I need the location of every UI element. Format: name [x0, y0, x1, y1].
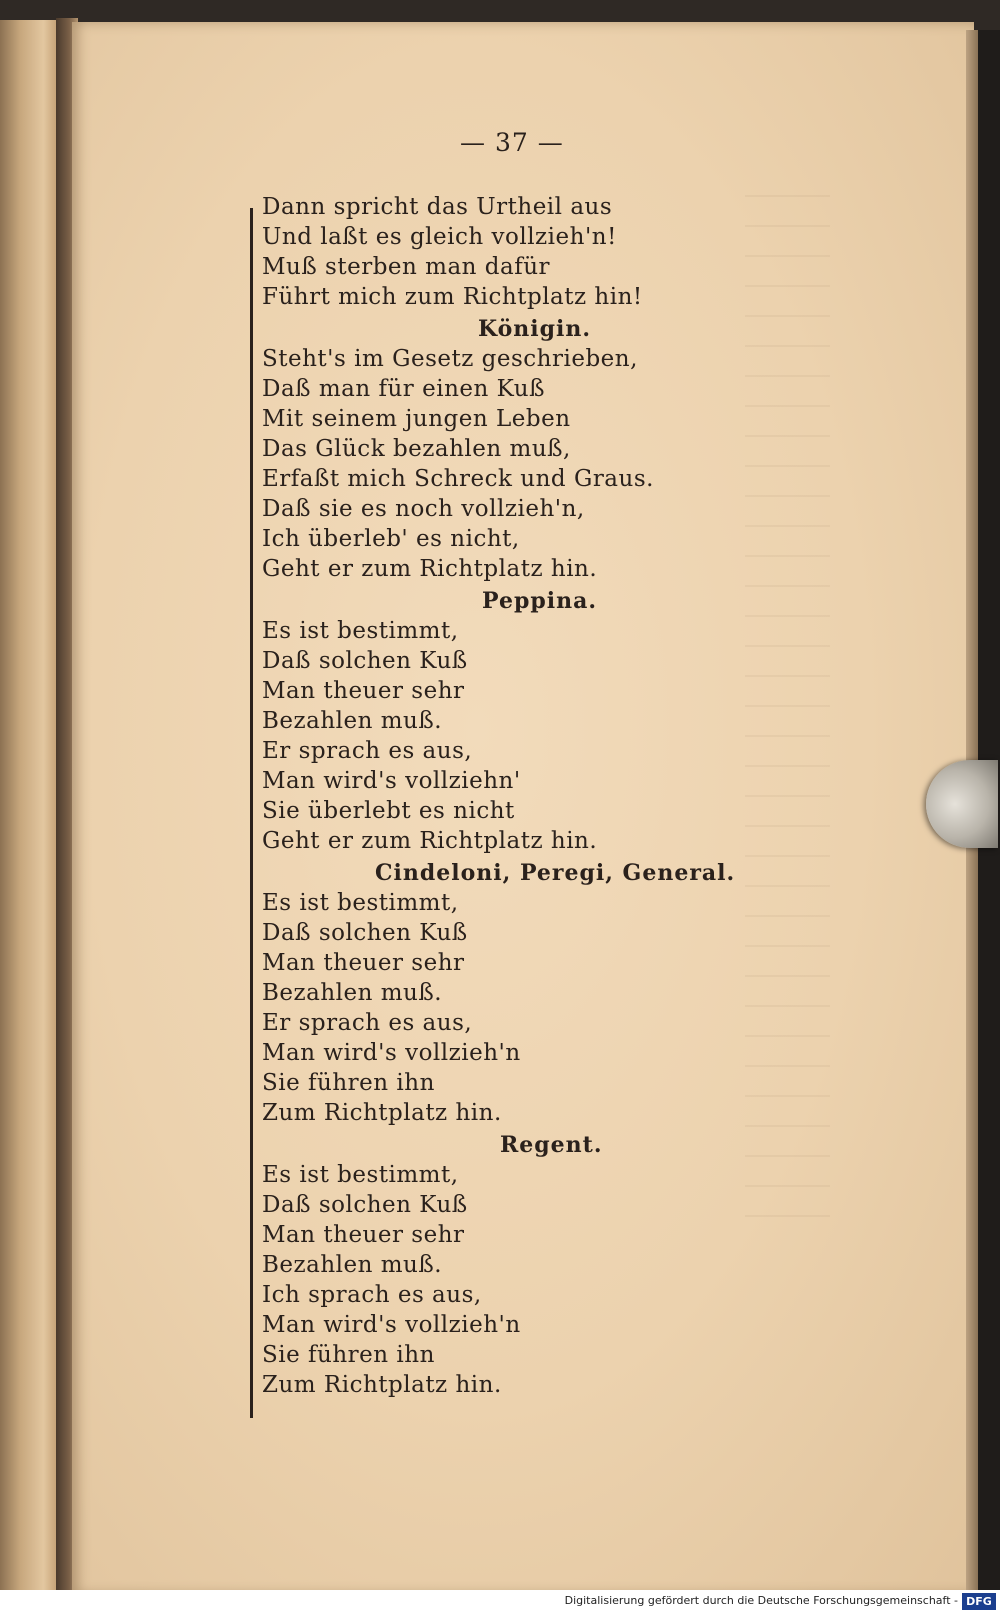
page-number: — 37 —	[460, 128, 564, 157]
verse-line: Man wird's vollziehn'	[262, 768, 521, 794]
speaker-name: Königin.	[478, 316, 592, 342]
verse-line: Sie führen ihn	[262, 1342, 435, 1368]
verse-line: Bezahlen muß.	[262, 980, 443, 1006]
verse-line: Zum Richtplatz hin.	[262, 1100, 502, 1126]
verse-line: Daß man für einen Kuß	[262, 376, 545, 402]
verse-line: Man wird's vollzieh'n	[262, 1040, 521, 1066]
verse-line: Und laßt es gleich vollzieh'n!	[262, 224, 617, 250]
verse-line: Es ist bestimmt,	[262, 618, 459, 644]
verse-line: Zum Richtplatz hin.	[262, 1372, 502, 1398]
verse-line: Dann spricht das Urtheil aus	[262, 194, 613, 220]
verse-line: Er sprach es aus,	[262, 1010, 473, 1036]
verse-line: Das Glück bezahlen muß,	[262, 436, 571, 462]
verse-line: Erfaßt mich Schreck und Graus.	[262, 466, 654, 492]
verse-line: Muß sterben man dafür	[262, 254, 551, 280]
verse-line: Daß solchen Kuß	[262, 1192, 468, 1218]
verse-line: Steht's im Gesetz geschrieben,	[262, 346, 638, 372]
verse-line: Daß solchen Kuß	[262, 648, 468, 674]
verse-line: Mit seinem jungen Leben	[262, 406, 571, 432]
verse-line: Man theuer sehr	[262, 1222, 465, 1248]
verse-line: Geht er zum Richtplatz hin.	[262, 556, 598, 582]
verse-line: Es ist bestimmt,	[262, 1162, 459, 1188]
dfg-logo: DFG	[962, 1593, 996, 1610]
verse-line: Sie überlebt es nicht	[262, 798, 515, 824]
verse-line: Bezahlen muß.	[262, 1252, 443, 1278]
verse-line: Man wird's vollzieh'n	[262, 1312, 521, 1338]
verse-line: Er sprach es aus,	[262, 738, 473, 764]
verse-line: Man theuer sehr	[262, 950, 465, 976]
verse-line: Daß sie es noch vollzieh'n,	[262, 496, 585, 522]
vertical-rule	[250, 208, 253, 1418]
footer-bar	[0, 1590, 1000, 1614]
speaker-name: Regent.	[500, 1132, 603, 1158]
show-through-text	[745, 195, 830, 1235]
left-page-edge	[0, 20, 58, 1590]
verse-line: Daß solchen Kuß	[262, 920, 468, 946]
footer-credit: Digitalisierung gefördert durch die Deutsche Forschungsgemeinschaft -	[564, 1594, 958, 1607]
verse-line: Sie führen ihn	[262, 1070, 435, 1096]
verse-line: Es ist bestimmt,	[262, 890, 459, 916]
verse-line: Ich sprach es aus,	[262, 1282, 482, 1308]
verse-line: Geht er zum Richtplatz hin.	[262, 828, 598, 854]
speaker-name: Peppina.	[482, 588, 597, 614]
verse-line: Man theuer sehr	[262, 678, 465, 704]
verse-line: Ich überleb' es nicht,	[262, 526, 520, 552]
verse-line: Bezahlen muß.	[262, 708, 443, 734]
speaker-name: Cindeloni, Peregi, General.	[375, 860, 736, 886]
verse-line: Führt mich zum Richtplatz hin!	[262, 284, 643, 310]
